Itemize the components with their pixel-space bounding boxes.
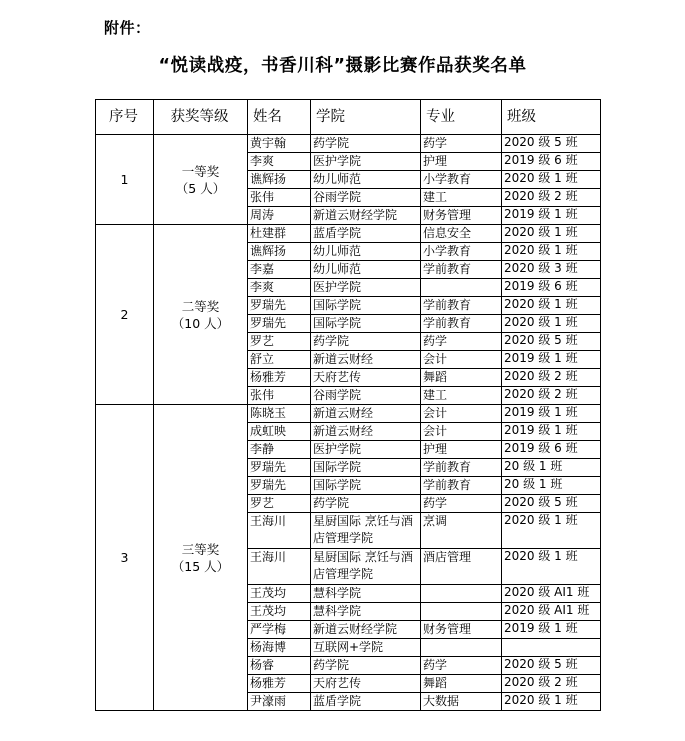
prize-count: （5 人） bbox=[175, 180, 226, 196]
prize-level-cell bbox=[154, 135, 248, 225]
class-cell: 2020 级 AI1 班 bbox=[502, 603, 601, 621]
prize-level: 一等奖 bbox=[181, 163, 220, 179]
class-cell: 2020 级 5 班 bbox=[502, 333, 601, 351]
award-table bbox=[95, 99, 601, 711]
college-cell: 蓝盾学院 bbox=[311, 225, 421, 243]
seq-cell: 1 bbox=[96, 135, 154, 225]
college-cell: 药学院 bbox=[311, 333, 421, 351]
student-name-cell: 杨雅芳 bbox=[248, 675, 311, 693]
class-cell: 2020 级 1 班 bbox=[502, 549, 601, 585]
class-cell: 2020 级 1 班 bbox=[502, 513, 601, 549]
major-cell: 学前教育 bbox=[421, 315, 502, 333]
class-cell: 2019 级 1 班 bbox=[502, 405, 601, 423]
student-name-cell: 周涛 bbox=[248, 207, 311, 225]
college-cell: 星厨国际 烹饪与酒店管理学院 bbox=[311, 513, 421, 549]
college-cell: 天府艺传 bbox=[311, 369, 421, 387]
major-cell: 药学 bbox=[421, 333, 502, 351]
major-cell: 学前教育 bbox=[421, 297, 502, 315]
prize-level: 二等奖 bbox=[181, 298, 220, 314]
col-header-level: 获奖等级 bbox=[154, 100, 248, 135]
student-name-cell: 罗瑞先 bbox=[248, 459, 311, 477]
student-name-cell: 王海川 bbox=[248, 513, 311, 549]
student-name-cell: 杨海博 bbox=[248, 639, 311, 657]
college-cell: 新道云财经学院 bbox=[311, 621, 421, 639]
class-cell: 2020 级 1 班 bbox=[502, 171, 601, 189]
table-row bbox=[96, 135, 601, 153]
college-cell: 天府艺传 bbox=[311, 675, 421, 693]
student-name-cell: 舒立 bbox=[248, 351, 311, 369]
major-cell: 药学 bbox=[421, 135, 502, 153]
major-cell: 护理 bbox=[421, 441, 502, 459]
college-cell: 新道云财经学院 bbox=[311, 207, 421, 225]
col-header-name: 姓名 bbox=[248, 100, 311, 135]
student-name-cell: 成虹映 bbox=[248, 423, 311, 441]
class-cell: 2020 级 5 班 bbox=[502, 657, 601, 675]
college-cell: 医护学院 bbox=[311, 279, 421, 297]
college-cell: 慧科学院 bbox=[311, 603, 421, 621]
student-name-cell: 张伟 bbox=[248, 387, 311, 405]
college-cell: 互联网+学院 bbox=[311, 639, 421, 657]
class-cell: 20 级 1 班 bbox=[502, 459, 601, 477]
class-cell: 2019 级 6 班 bbox=[502, 441, 601, 459]
student-name-cell: 黄宇翰 bbox=[248, 135, 311, 153]
student-name-cell: 谯辉扬 bbox=[248, 243, 311, 261]
prize-level-cell bbox=[154, 405, 248, 711]
class-cell: 2020 级 2 班 bbox=[502, 387, 601, 405]
student-name-cell: 罗瑞先 bbox=[248, 477, 311, 495]
college-cell: 国际学院 bbox=[311, 297, 421, 315]
student-name-cell: 李静 bbox=[248, 441, 311, 459]
college-cell: 药学院 bbox=[311, 495, 421, 513]
document-title: “悦读战疫，书香川科”摄影比赛作品获奖名单 bbox=[158, 56, 527, 76]
college-cell: 谷雨学院 bbox=[311, 189, 421, 207]
class-cell: 2020 级 1 班 bbox=[502, 225, 601, 243]
student-name-cell: 李嘉 bbox=[248, 261, 311, 279]
college-cell: 新道云财经 bbox=[311, 351, 421, 369]
major-cell bbox=[421, 603, 502, 621]
major-cell bbox=[421, 639, 502, 657]
student-name-cell: 杨雅芳 bbox=[248, 369, 311, 387]
major-cell: 小学教育 bbox=[421, 243, 502, 261]
student-name-cell: 严学梅 bbox=[248, 621, 311, 639]
prize-count: （15 人） bbox=[171, 558, 230, 574]
major-cell: 财务管理 bbox=[421, 207, 502, 225]
student-name-cell: 王海川 bbox=[248, 549, 311, 585]
class-cell: 2020 级 2 班 bbox=[502, 675, 601, 693]
class-cell: 2019 级 1 班 bbox=[502, 351, 601, 369]
student-name-cell: 谯辉扬 bbox=[248, 171, 311, 189]
major-cell: 烹调 bbox=[421, 513, 502, 549]
major-cell: 小学教育 bbox=[421, 171, 502, 189]
college-cell: 幼儿师范 bbox=[311, 243, 421, 261]
college-cell: 新道云财经 bbox=[311, 423, 421, 441]
major-cell: 大数据 bbox=[421, 693, 502, 711]
college-cell: 幼儿师范 bbox=[311, 261, 421, 279]
class-cell: 2019 级 1 班 bbox=[502, 207, 601, 225]
student-name-cell: 罗瑞先 bbox=[248, 315, 311, 333]
major-cell: 建工 bbox=[421, 189, 502, 207]
major-cell: 会计 bbox=[421, 423, 502, 441]
major-cell: 建工 bbox=[421, 387, 502, 405]
class-cell: 2020 级 3 班 bbox=[502, 261, 601, 279]
college-cell: 医护学院 bbox=[311, 441, 421, 459]
class-cell: 2020 级 2 班 bbox=[502, 189, 601, 207]
major-cell: 学前教育 bbox=[421, 477, 502, 495]
seq-cell: 2 bbox=[96, 225, 154, 405]
class-cell: 2019 级 1 班 bbox=[502, 621, 601, 639]
table-row bbox=[96, 405, 601, 423]
college-cell: 幼儿师范 bbox=[311, 171, 421, 189]
major-cell: 护理 bbox=[421, 153, 502, 171]
table-row bbox=[96, 225, 601, 243]
col-header-college: 学院 bbox=[311, 100, 421, 135]
seq-cell: 3 bbox=[96, 405, 154, 711]
class-cell: 2019 级 6 班 bbox=[502, 153, 601, 171]
college-cell: 医护学院 bbox=[311, 153, 421, 171]
college-cell: 国际学院 bbox=[311, 477, 421, 495]
student-name-cell: 尹濠雨 bbox=[248, 693, 311, 711]
college-cell: 药学院 bbox=[311, 135, 421, 153]
class-cell: 20 级 1 班 bbox=[502, 477, 601, 495]
class-cell: 2019 级 6 班 bbox=[502, 279, 601, 297]
student-name-cell: 李爽 bbox=[248, 279, 311, 297]
college-cell: 蓝盾学院 bbox=[311, 693, 421, 711]
major-cell: 舞蹈 bbox=[421, 369, 502, 387]
major-cell: 酒店管理 bbox=[421, 549, 502, 585]
college-cell: 谷雨学院 bbox=[311, 387, 421, 405]
college-cell: 慧科学院 bbox=[311, 585, 421, 603]
attachment-label: 附件： bbox=[104, 19, 151, 37]
major-cell: 信息安全 bbox=[421, 225, 502, 243]
major-cell: 学前教育 bbox=[421, 261, 502, 279]
class-cell bbox=[502, 639, 601, 657]
college-cell: 药学院 bbox=[311, 657, 421, 675]
class-cell: 2020 级 1 班 bbox=[502, 315, 601, 333]
major-cell: 药学 bbox=[421, 657, 502, 675]
class-cell: 2020 级 1 班 bbox=[502, 243, 601, 261]
class-cell: 2019 级 1 班 bbox=[502, 423, 601, 441]
col-header-major: 专业 bbox=[421, 100, 502, 135]
major-cell bbox=[421, 279, 502, 297]
major-cell: 学前教育 bbox=[421, 459, 502, 477]
student-name-cell: 罗艺 bbox=[248, 495, 311, 513]
major-cell: 财务管理 bbox=[421, 621, 502, 639]
prize-count: （10 人） bbox=[171, 315, 230, 331]
student-name-cell: 罗艺 bbox=[248, 333, 311, 351]
student-name-cell: 王茂均 bbox=[248, 603, 311, 621]
major-cell bbox=[421, 585, 502, 603]
col-header-seq: 序号 bbox=[96, 100, 154, 135]
college-cell: 新道云财经 bbox=[311, 405, 421, 423]
class-cell: 2020 级 1 班 bbox=[502, 693, 601, 711]
student-name-cell: 杨睿 bbox=[248, 657, 311, 675]
prize-level: 三等奖 bbox=[181, 541, 220, 557]
major-cell: 舞蹈 bbox=[421, 675, 502, 693]
college-cell: 国际学院 bbox=[311, 315, 421, 333]
student-name-cell: 杜建群 bbox=[248, 225, 311, 243]
class-cell: 2020 级 2 班 bbox=[502, 369, 601, 387]
class-cell: 2020 级 5 班 bbox=[502, 495, 601, 513]
class-cell: 2020 级 AI1 班 bbox=[502, 585, 601, 603]
student-name-cell: 罗瑞先 bbox=[248, 297, 311, 315]
student-name-cell: 张伟 bbox=[248, 189, 311, 207]
major-cell: 会计 bbox=[421, 351, 502, 369]
major-cell: 会计 bbox=[421, 405, 502, 423]
col-header-class: 班级 bbox=[502, 100, 601, 135]
student-name-cell: 李爽 bbox=[248, 153, 311, 171]
class-cell: 2020 级 5 班 bbox=[502, 135, 601, 153]
student-name-cell: 陈晓玉 bbox=[248, 405, 311, 423]
college-cell: 国际学院 bbox=[311, 459, 421, 477]
college-cell: 星厨国际 烹饪与酒店管理学院 bbox=[311, 549, 421, 585]
prize-level-cell bbox=[154, 225, 248, 405]
student-name-cell: 王茂均 bbox=[248, 585, 311, 603]
major-cell: 药学 bbox=[421, 495, 502, 513]
table-body bbox=[96, 135, 601, 711]
header-row bbox=[96, 100, 601, 135]
class-cell: 2020 级 1 班 bbox=[502, 297, 601, 315]
